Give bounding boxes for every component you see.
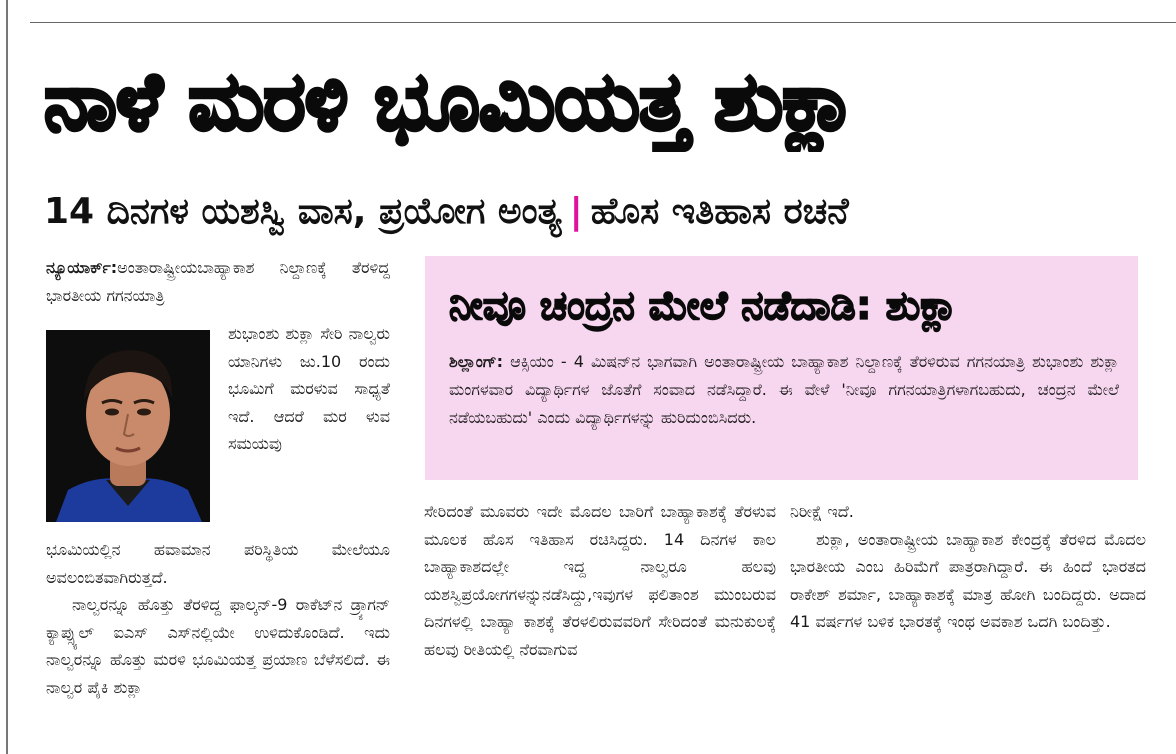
column-1-body <box>46 536 390 701</box>
portrait-illustration <box>46 330 210 522</box>
column-1-side-paragraph: ಶುಭಾಂಶು ಶುಕ್ಲಾ ಸೇರಿ ನಾಲ್ವರು ಯಾನಿಗಳು ಜು.10 ರಂದು ಭೂಮಿಗೆ ಮರಳುವ ಸಾಧ್ಯತೆ ಇದೆ. ಆದರೆ ಮರ ಳುವ ಸಮಯವು <box>228 324 390 453</box>
headline: ನಾಳೆ ಮರಳಿ ಭೂಮಿಯತ್ತ ಶುಕ್ಲಾ <box>44 55 855 148</box>
column-1-intro <box>46 254 390 309</box>
dateline: ನ್ಯೂಯಾರ್ಕ್: <box>46 258 118 277</box>
subheadline-right: ಹೊಸ ಇತಿಹಾಸ ರಚನೆ <box>590 191 849 232</box>
column-1-continuation: ಭೂಮಿಯಲ್ಲಿನ ಹವಾಮಾನ ಪರಿಸ್ಥಿತಿಯ ಮೇಲೆಯೂ ಅವಲಂಬಿತವಾಗಿರುತ್ತದೆ. <box>46 540 390 587</box>
box-body: ಆಕ್ಸಿಯಂ - 4 ಮಿಷನ್‌ನ ಭಾಗವಾಗಿ ಅಂತಾರಾಷ್ಟ್ರೀಯ ಬಾಹ್ಯಾಕಾಶ ನಿಲ್ದಾಣಕ್ಕೆ ತೆರಳಿರುವ ಗಗನಯಾತ್ರಿ ಶುಭಾಂಶು ಶುಕ್ಲಾ ಮಂಗಳವಾರ ವಿದ್ಯಾರ್ಥಿಗಳ ಜೊತೆಗೆ ಸಂವಾದ ನಡೆಸಿದ್ದಾರೆ. ಈ ವೇಳೆ 'ನೀವೂ ಗಗನಯಾತ್ರಿಗಳಾಗಬಹುದು, ಚಂದ್ರನ ಮೇಲೆ ನಡೆಯಬಹುದು' ಎಂದು ವಿದ್ಯಾರ್ಥಿಗಳನ್ನು ಹುರಿದುಂಬಿಸಿದರು. <box>449 352 1119 427</box>
column-1-side-text <box>228 320 390 458</box>
column-3-paragraph-2: ಶುಕ್ಲಾ, ಅಂತಾರಾಷ್ಟ್ರೀಯ ಬಾಹ್ಯಾಕಾಶ ಕೇಂದ್ರಕ್ಕೆ ತೆರಳಿದ ಮೊದಲ ಭಾರತೀಯ ಎಂಬ ಹಿರಿಮೆಗೆ ಪಾತ್ರರಾಗಿದ್ದಾರೆ. ಈ ಹಿಂದೆ ಭಾರತದ ರಾಕೇಶ್ ಶರ್ಮಾ, ಬಾಹ್ಯಾಕಾಶಕ್ಕೆ ಮಾತ್ರ ಹೋಗಿ ಬಂದಿದ್ದರು. ಅದಾದ 41 ವರ್ಷಗಳ ಬಳಿಕ ಭಾರತಕ್ಕೆ ಇಂಥ ಅವಕಾಶ ಒದಗಿ ಬಂದಿತ್ತು. <box>790 529 1146 631</box>
subheadline-separator: | <box>569 191 583 232</box>
subheadline-left: 14 ದಿನಗಳ ಯಶಸ್ವಿ ವಾಸ, ಪ್ರಯೋಗ ಅಂತ್ಯ <box>44 191 562 232</box>
column-3-paragraph-1: ನಿರೀಕ್ಷೆ ಇದೆ. <box>790 502 854 521</box>
box-text <box>449 348 1119 432</box>
column-1-paragraph-2: ನಾಲ್ವರನ್ನೂ ಹೊತ್ತು ತೆರಳಿದ್ದ ಫಾಲ್ಕನ್-9 ರಾಕೆಟ್‌ನ ಡ್ರ್ಯಾಗನ್ ಕ್ಯಾಪ್ಸ್ಯುಲ್ ಐಎಸ್ ಎಸ್‌ನಲ್ಲಿಯೇ ಉಳಿದುಕೊಂಡಿದೆ. ಇದು ನಾಲ್ವರನ್ನೂ ಹೊತ್ತು ಮರಳಿ ಭೂಮಿಯತ್ತ ಪ್ರಯಾಣ ಬೆಳೆಸಲಿದೆ. ಈ ನಾಲ್ವರ ಪೈಕಿ ಶುಕ್ಲಾ <box>46 595 390 697</box>
column-3 <box>790 498 1146 636</box>
subheadline <box>44 186 1154 238</box>
box-dateline: ಶಿಲ್ಲಾಂಗ್: <box>449 352 504 371</box>
top-rule <box>30 22 1176 23</box>
astronaut-portrait-photo <box>46 330 210 522</box>
column-2 <box>424 498 776 663</box>
highlight-box <box>425 256 1138 480</box>
left-column-rule <box>6 0 8 754</box>
box-title: ನೀವೂ ಚಂದ್ರನ ಮೇಲೆ ನಡೆದಾಡಿ: ಶುಕ್ಲಾ <box>449 283 958 329</box>
column-2-paragraph: ಸೇರಿದಂತೆ ಮೂವರು ಇದೇ ಮೊದಲ ಬಾರಿಗೆ ಬಾಹ್ಯಾಕಾಶಕ್ಕೆ ತೆರಳುವ ಮೂಲಕ ಹೊಸ ಇತಿಹಾಸ ರಚಿಸಿದ್ದರು. 14 ದಿನಗಳ ಕಾಲ ಬಾಹ್ಯಾಕಾಶದಲ್ಲೇ ಇದ್ದ ನಾಲ್ವರೂ ಹಲವು ಯಶಸ್ವಿಪ್ರಯೋಗಗಳನ್ನುನಡೆಸಿದ್ದು,ಇವುಗಳ ಫಲಿತಾಂಶ ಮುಂಬರುವ ದಿನಗಳಲ್ಲಿ ಬಾಹ್ಯಾ ಕಾಶಕ್ಕೆ ತೆರಳಲಿರುವವರಿಗೆ ಸೇರಿದಂತೆ ಮನುಕುಲಕ್ಕೆ ಹಲವು ರೀತಿಯಲ್ಲಿ ನೆರವಾಗುವ <box>424 502 776 659</box>
column-1-intro-text: ಅಂತಾರಾಷ್ಟ್ರೀಯಬಾಹ್ಯಾಕಾಶ ನಿಲ್ದಾಣಕ್ಕೆ ತೆರಳಿದ್ದ ಭಾರತೀಯ ಗಗನಯಾತ್ರಿ <box>46 258 390 305</box>
